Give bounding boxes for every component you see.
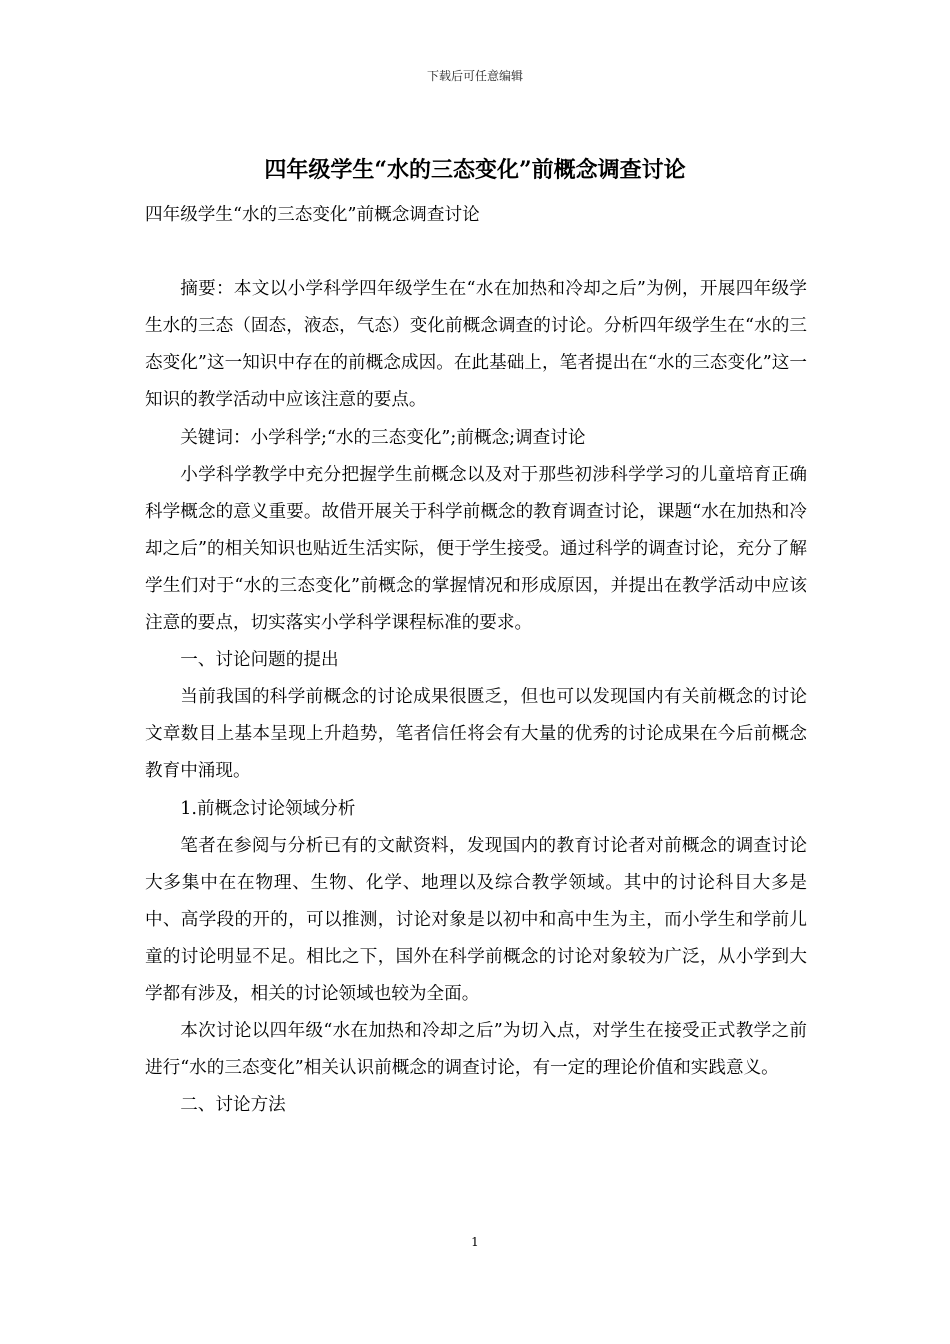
- subsection-1-heading: 1.前概念讨论领域分析: [180, 798, 356, 819]
- abstract-paragraph: 摘要：本文以小学科学四年级学生在“水在加热和冷却之后”为例，开展四年级学生水的三态（固态，液态，气态）变化前概念调查的讨论。分析四年级学生在“水的三态变化”这一知识中存在的前概念成因。在此基础上，笔者提出在“水的三态变化”这一知识的教学活动中应该注意的要点。: [145, 279, 807, 411]
- keywords-paragraph: 关键词：小学科学;“水的三态变化”;前概念;调查讨论: [180, 427, 586, 448]
- section-1-heading: 一、讨论问题的提出: [180, 650, 339, 671]
- page-number: 1: [471, 1235, 479, 1249]
- intro-paragraph: 小学科学教学中充分把握学生前概念以及对于那些初涉科学学习的儿童培育正确科学概念的意义重要。故借开展关于科学前概念的教育调查讨论，课题“水在加热和冷却之后”的相关知识也贴近生活实际，便于学生接受。通过科学的调查讨论，充分了解学生们对于“水的三态变化”前概念的掌握情况和形成原因，并提出在教学活动中应该注意的要点，切实落实小学科学课程标准的要求。: [145, 464, 807, 634]
- blank-line: [145, 234, 807, 271]
- section-2-heading: 二、讨论方法: [180, 1095, 286, 1116]
- page-header: 下载后可任意编辑: [426, 69, 523, 83]
- section-1-paragraph: 当前我国的科学前概念的讨论成果很匮乏，但也可以发现国内有关前概念的讨论文章数目上基本呈现上升趋势，笔者信任将会有大量的优秀的讨论成果在今后前概念教育中涌现。: [145, 687, 807, 782]
- document-body: [145, 197, 807, 1124]
- document-subtitle: 四年级学生“水的三态变化”前概念调查讨论: [145, 205, 480, 225]
- document-title: 四年级学生“水的三态变化”前概念调查讨论: [264, 157, 686, 183]
- subsection-1-paragraph-1: 笔者在参阅与分析已有的文献资料，发现国内的教育讨论者对前概念的调查讨论大多集中在在物理、生物、化学、地理以及综合教学领域。其中的讨论科目大多是中、高学段的开的，可以推测，讨论对象是以初中和高中生为主，而小学生和学前儿童的讨论明显不足。相比之下，国外在科学前概念的讨论对象较为广泛，从小学到大学都有涉及，相关的讨论领域也较为全面。: [145, 835, 807, 1004]
- subsection-1-paragraph-2: 本次讨论以四年级“水在加热和冷却之后”为切入点，对学生在接受正式教学之前进行“水的三态变化”相关认识前概念的调查讨论，有一定的理论价值和实践意义。: [145, 1021, 807, 1079]
